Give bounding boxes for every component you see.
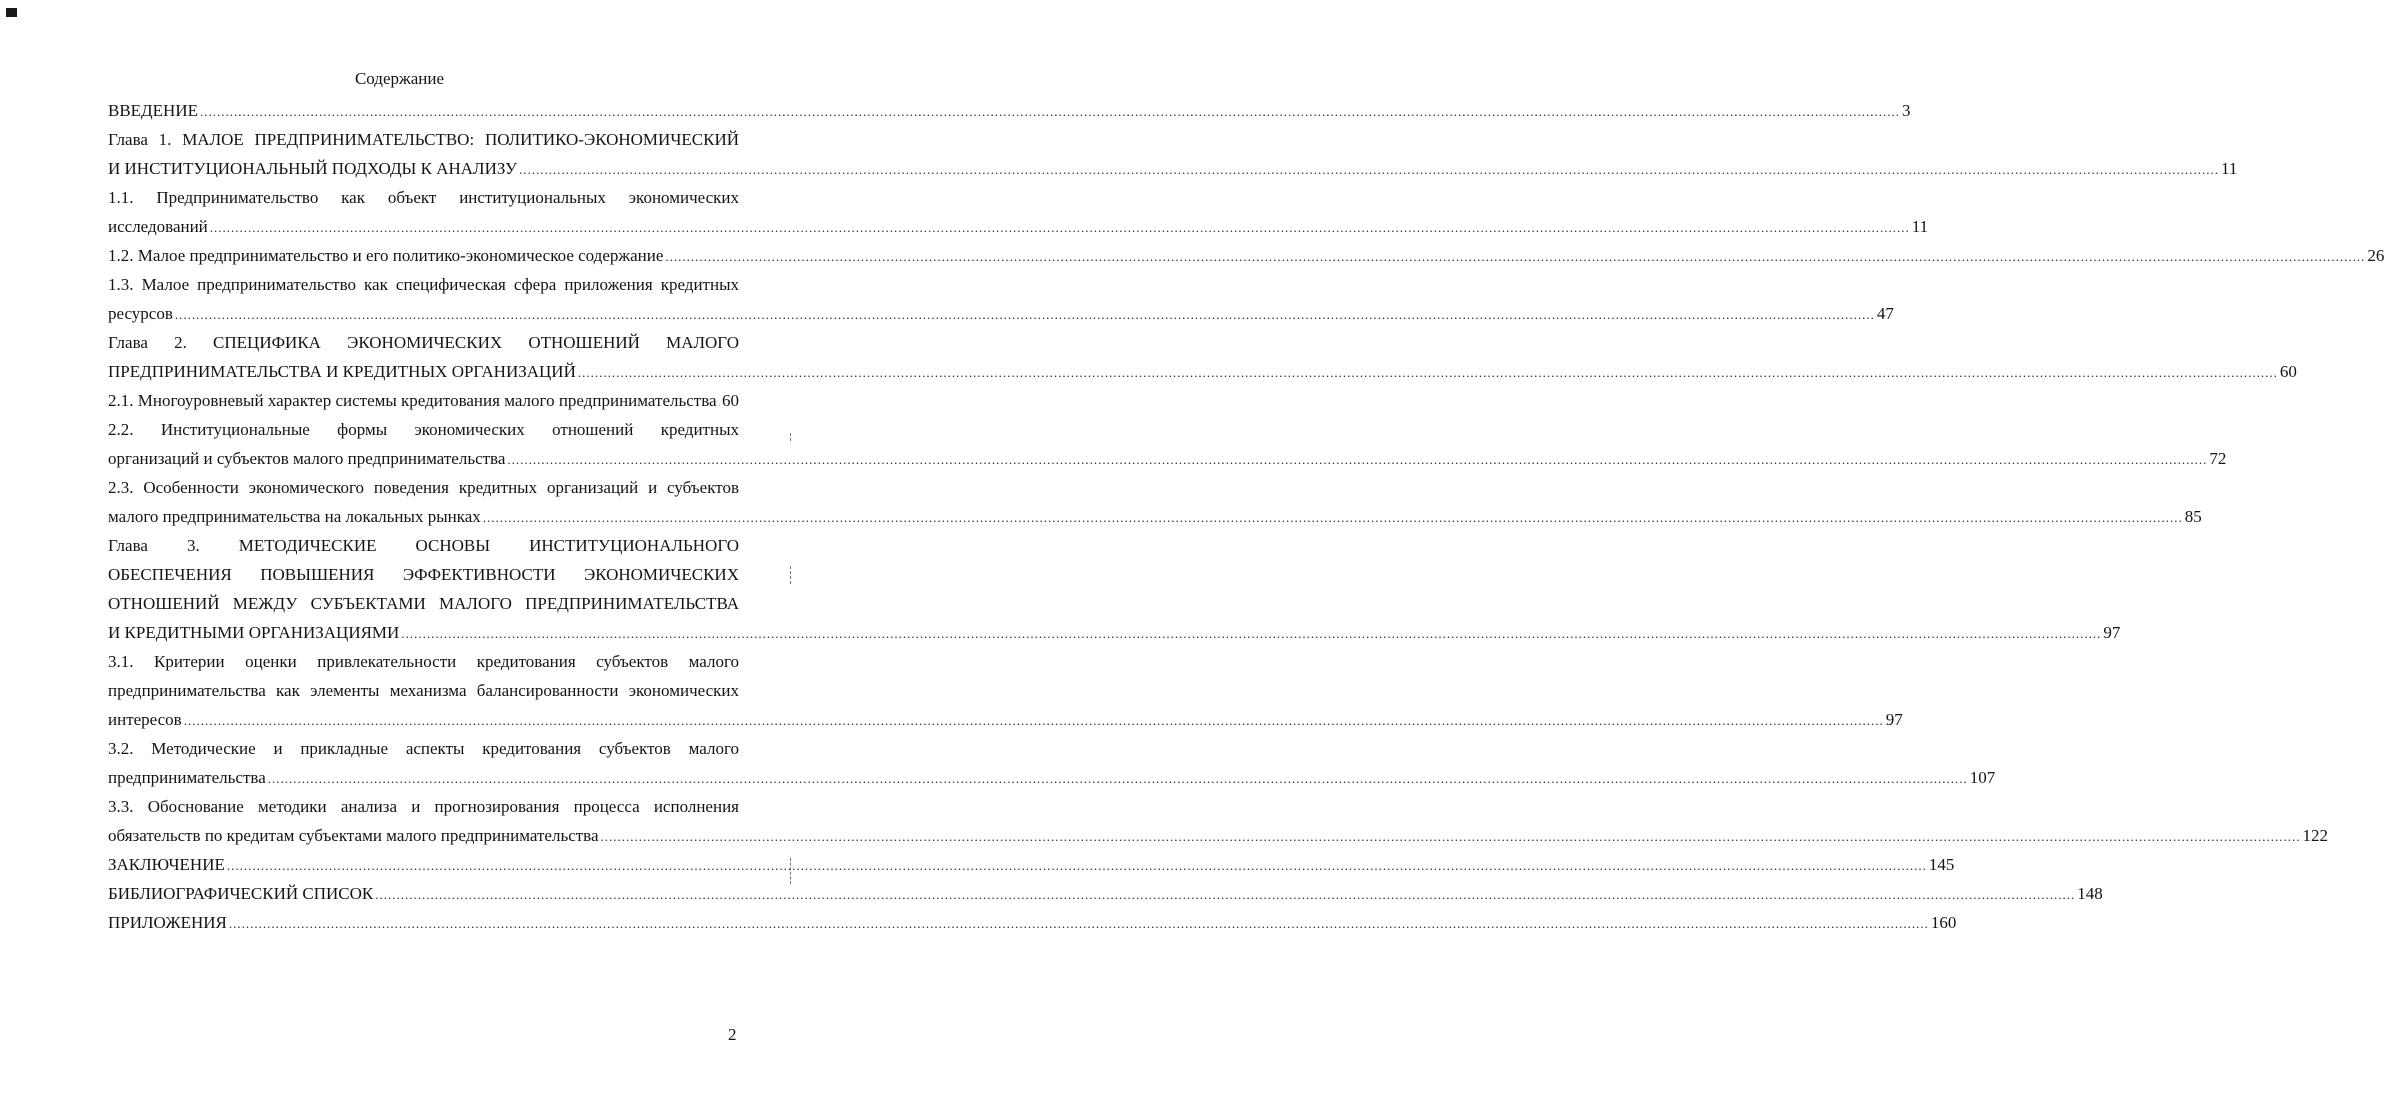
page-title: Содержание [354,69,445,88]
toc-entry [108,734,1996,792]
toc-page-number: 97 [1885,710,1903,729]
toc-page-number: 60 [2279,362,2297,381]
toc-entry-line: 3.1. Критерии оценки привлекательности кредитования субъектов малого [108,652,739,671]
toc-page-number: 11 [1911,217,1929,236]
toc-entry-last-line [108,299,1894,328]
dot-leader: ................................................................................................................................................................................................................................................................................................................................................................................................................ [482,510,2183,525]
toc-entry-title: 2.1. Многоуровневый характер системы кредитования малого предпринимательства [108,391,717,410]
table-of-contents [108,96,2384,937]
toc-entry [108,879,2103,908]
toc-entry-last-line [108,705,1903,734]
toc-entry [108,792,2329,850]
toc-entry [108,183,1929,241]
toc-entry-last-line [108,879,2103,908]
toc-entry-title: малого предпринимательства на локальных рынках [108,507,481,526]
toc-entry-line: Глава 1. МАЛОЕ ПРЕДПРИНИМАТЕЛЬСТВО: ПОЛИТИКО-ЭКОНОМИЧЕСКИЙ [108,130,739,149]
toc-entry-last-line [108,386,739,415]
dot-leader: ................................................................................................................................................................................................................................................................................................................................................................................................................ [267,771,1968,786]
toc-entry-title: ресурсов [108,304,173,323]
toc-page-number: 160 [1930,913,1957,932]
toc-page-number: 145 [1928,855,1955,874]
toc-entry [108,531,2121,647]
toc-entry [108,328,2297,386]
toc-entry-title: 1.2. Малое предпринимательство и его политико-экономическое содержание [108,246,664,265]
toc-entry [108,386,739,415]
toc-entry-last-line [108,502,2202,531]
toc-entry-line: 2.3. Особенности экономического поведения кредитных организаций и субъектов [108,478,739,497]
dot-leader: ................................................................................................................................................................................................................................................................................................................................................................................................................ [209,220,1910,235]
toc-entry-title: предпринимательства [108,768,266,787]
toc-page-number: 3 [1901,101,1911,120]
toc-entry [108,908,1957,937]
toc-entry-title: ПРИЛОЖЕНИЯ [108,913,227,932]
dot-leader: ................................................................................................................................................................................................................................................................................................................................................................................................................ [228,916,1929,931]
toc-entry-last-line [108,821,2329,850]
dot-leader: ................................................................................................................................................................................................................................................................................................................................................................................................................ [199,104,1900,119]
toc-entry-last-line [108,154,2238,183]
toc-entry [108,415,2227,473]
toc-entry [108,125,2238,183]
toc-page-number: 107 [1969,768,1996,787]
toc-entry [108,850,1955,879]
dot-leader: ................................................................................................................................................................................................................................................................................................................................................................................................................ [507,452,2208,467]
toc-entry [108,270,1894,328]
toc-entry-line: предпринимательства как элементы механизма балансированности экономических [108,681,739,700]
toc-entry [108,96,1911,125]
toc-entry-title: ВВЕДЕНИЕ [108,101,198,120]
dot-leader: ................................................................................................................................................................................................................................................................................................................................................................................................................ [174,307,1875,322]
toc-entry [108,241,2384,270]
dot-leader: ................................................................................................................................................................................................................................................................................................................................................................................................................ [183,713,1884,728]
toc-entry-title: обязательств по кредитам субъектами малого предпринимательства [108,826,599,845]
dot-leader [719,387,720,416]
scan-edge-mark [790,433,791,441]
toc-entry-last-line [108,357,2297,386]
scan-edge-mark [790,566,791,584]
toc-entry-line: 2.2. Институциональные формы экономических отношений кредитных [108,420,739,439]
toc-entry-last-line [108,96,1911,125]
toc-page-number: 26 [2367,246,2384,265]
toc-entry-line: Глава 3. МЕТОДИЧЕСКИЕ ОСНОВЫ ИНСТИТУЦИОНАЛЬНОГО [108,536,739,555]
scan-corner-mark [6,8,17,17]
toc-page-number: 97 [2103,623,2121,642]
toc-entry-line: ОБЕСПЕЧЕНИЯ ПОВЫШЕНИЯ ЭФФЕКТИВНОСТИ ЭКОНОМИЧЕСКИХ [108,565,739,584]
toc-entry-last-line [108,618,2121,647]
toc-entry-title: ЗАКЛЮЧЕНИЕ [108,855,225,874]
toc-entry-last-line [108,908,1957,937]
dot-leader: ................................................................................................................................................................................................................................................................................................................................................................................................................ [226,858,1927,873]
toc-page-number: 11 [2220,159,2238,178]
toc-entry-last-line [108,212,1929,241]
toc-entry-last-line [108,850,1955,879]
dot-leader: ................................................................................................................................................................................................................................................................................................................................................................................................................ [401,626,2102,641]
toc-entry-line: 3.3. Обоснование методики анализа и прогнозирования процесса исполнения [108,797,739,816]
toc-entry-title: И ИНСТИТУЦИОНАЛЬНЫЙ ПОДХОДЫ К АНАЛИЗУ [108,159,517,178]
toc-page-number: 122 [2302,826,2329,845]
toc-entry-line: Глава 2. СПЕЦИФИКА ЭКОНОМИЧЕСКИХ ОТНОШЕНИЙ МАЛОГО [108,333,739,352]
toc-entry [108,647,1903,734]
toc-entry-title: организаций и субъектов малого предпринимательства [108,449,506,468]
toc-entry-title: ПРЕДПРИНИМАТЕЛЬСТВА И КРЕДИТНЫХ ОРГАНИЗАЦИЙ [108,362,576,381]
dot-leader: ................................................................................................................................................................................................................................................................................................................................................................................................................ [600,829,2301,844]
page-number: 2 [728,1025,737,1044]
toc-entry-line: ОТНОШЕНИЙ МЕЖДУ СУБЪЕКТАМИ МАЛОГО ПРЕДПРИНИМАТЕЛЬСТВА [108,594,739,613]
toc-entry-title: исследований [108,217,208,236]
toc-page-number: 60 [722,391,739,410]
toc-entry-last-line [108,241,2384,270]
toc-entry-title: интересов [108,710,182,729]
toc-entry-title: БИБЛИОГРАФИЧЕСКИЙ СПИСОК [108,884,374,903]
toc-entry-title: И КРЕДИТНЫМИ ОРГАНИЗАЦИЯМИ [108,623,400,642]
toc-entry-line: 3.2. Методические и прикладные аспекты кредитования субъектов малого [108,739,739,758]
toc-entry-last-line [108,763,1996,792]
dot-leader: ................................................................................................................................................................................................................................................................................................................................................................................................................ [665,249,2366,264]
dot-leader: ................................................................................................................................................................................................................................................................................................................................................................................................................ [577,365,2278,380]
toc-page-number: 72 [2209,449,2227,468]
toc-page-number: 47 [1876,304,1894,323]
toc-page-number: 148 [2077,884,2103,903]
toc-entry-line: 1.1. Предпринимательство как объект институциональных экономических [108,188,739,207]
toc-entry-last-line [108,444,2227,473]
toc-entry [108,473,2202,531]
dot-leader: ................................................................................................................................................................................................................................................................................................................................................................................................................ [518,162,2219,177]
toc-page-number: 85 [2184,507,2202,526]
dot-leader: ................................................................................................................................................................................................................................................................................................................................................................................................................ [375,887,2076,902]
toc-entry-line: 1.3. Малое предпринимательство как специфическая сфера приложения кредитных [108,275,739,294]
